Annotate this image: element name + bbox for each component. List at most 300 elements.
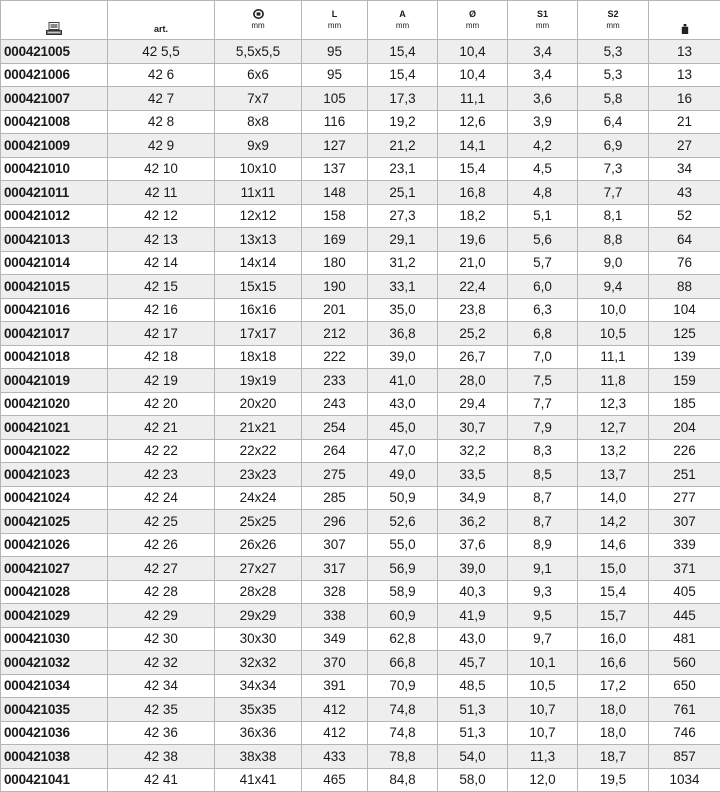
- cell-art: 42 29: [108, 604, 215, 628]
- cell-a: 74,8: [368, 698, 438, 722]
- cell-l: 95: [302, 63, 368, 87]
- cell-size: 5,5x5,5: [215, 40, 302, 64]
- cell-s2: 17,2: [578, 674, 649, 698]
- cell-s1: 5,6: [508, 228, 578, 252]
- cell-s1: 10,1: [508, 651, 578, 675]
- cell-size: 18x18: [215, 345, 302, 369]
- header-d-label: Ø: [469, 9, 476, 19]
- cell-a: 50,9: [368, 486, 438, 510]
- header-art-label: art.: [154, 24, 168, 34]
- cell-a: 43,0: [368, 392, 438, 416]
- cell-art: 42 12: [108, 204, 215, 228]
- cell-art: 42 24: [108, 486, 215, 510]
- cell-d: 10,4: [438, 63, 508, 87]
- cell-size: 12x12: [215, 204, 302, 228]
- cell-size: 24x24: [215, 486, 302, 510]
- cell-d: 48,5: [438, 674, 508, 698]
- header-s1-label: S1: [537, 9, 548, 19]
- cell-a: 58,9: [368, 580, 438, 604]
- cell-weight: 88: [649, 275, 720, 299]
- table-row: [1, 369, 720, 393]
- cell-s1: 10,5: [508, 674, 578, 698]
- cell-s2: 5,8: [578, 87, 649, 111]
- cell-a: 41,0: [368, 369, 438, 393]
- cell-art: 42 25: [108, 510, 215, 534]
- cell-s2: 16,6: [578, 651, 649, 675]
- cell-size: 29x29: [215, 604, 302, 628]
- cell-size: 15x15: [215, 275, 302, 299]
- cell-art: 42 17: [108, 322, 215, 346]
- cell-art: 42 10: [108, 157, 215, 181]
- cell-s1: 7,0: [508, 345, 578, 369]
- header-s2: [578, 1, 649, 40]
- cell-s1: 11,3: [508, 745, 578, 769]
- cell-d: 34,9: [438, 486, 508, 510]
- cell-weight: 251: [649, 463, 720, 487]
- cell-art: 42 38: [108, 745, 215, 769]
- cell-a: 29,1: [368, 228, 438, 252]
- cell-s2: 12,3: [578, 392, 649, 416]
- cell-code: 000421026: [1, 533, 108, 557]
- cell-s1: 12,0: [508, 768, 578, 792]
- header-l-unit: mm: [302, 20, 367, 31]
- cell-l: 148: [302, 181, 368, 205]
- cell-a: 25,1: [368, 181, 438, 205]
- cell-d: 36,2: [438, 510, 508, 534]
- cell-weight: 13: [649, 63, 720, 87]
- cell-s1: 8,5: [508, 463, 578, 487]
- table-row: [1, 251, 720, 275]
- cell-weight: 371: [649, 557, 720, 581]
- cell-a: 35,0: [368, 298, 438, 322]
- cell-code: 000421035: [1, 698, 108, 722]
- cell-weight: 125: [649, 322, 720, 346]
- cell-s2: 9,4: [578, 275, 649, 299]
- cell-art: 42 19: [108, 369, 215, 393]
- cell-s2: 14,2: [578, 510, 649, 534]
- cell-code: 000421032: [1, 651, 108, 675]
- table-row: [1, 134, 720, 158]
- table-body: [1, 40, 720, 792]
- header-s2-label: S2: [607, 9, 618, 19]
- cell-code: 000421013: [1, 228, 108, 252]
- cell-a: 78,8: [368, 745, 438, 769]
- cell-s1: 9,5: [508, 604, 578, 628]
- cell-s1: 3,6: [508, 87, 578, 111]
- cell-d: 45,7: [438, 651, 508, 675]
- cell-size: 11x11: [215, 181, 302, 205]
- cell-weight: 650: [649, 674, 720, 698]
- cell-a: 23,1: [368, 157, 438, 181]
- cell-d: 19,6: [438, 228, 508, 252]
- cell-d: 10,4: [438, 40, 508, 64]
- box-key-icon: [253, 9, 264, 20]
- cell-size: 21x21: [215, 416, 302, 440]
- cell-s2: 7,7: [578, 181, 649, 205]
- cell-d: 25,2: [438, 322, 508, 346]
- table-row: [1, 721, 720, 745]
- cell-art: 42 16: [108, 298, 215, 322]
- cell-a: 49,0: [368, 463, 438, 487]
- cell-art: 42 13: [108, 228, 215, 252]
- cell-d: 29,4: [438, 392, 508, 416]
- cell-code: 000421038: [1, 745, 108, 769]
- cell-d: 21,0: [438, 251, 508, 275]
- cell-s2: 5,3: [578, 40, 649, 64]
- cell-d: 14,1: [438, 134, 508, 158]
- cell-a: 21,2: [368, 134, 438, 158]
- cell-l: 158: [302, 204, 368, 228]
- table-row: [1, 604, 720, 628]
- cell-art: 42 11: [108, 181, 215, 205]
- cell-weight: 13: [649, 40, 720, 64]
- cell-l: 95: [302, 40, 368, 64]
- cell-s1: 8,3: [508, 439, 578, 463]
- cell-a: 74,8: [368, 721, 438, 745]
- computer-icon: [46, 22, 62, 39]
- header-size: [215, 1, 302, 40]
- table-row: [1, 580, 720, 604]
- cell-art: 42 30: [108, 627, 215, 651]
- header-a-unit: mm: [368, 20, 437, 31]
- cell-s1: 3,9: [508, 110, 578, 134]
- cell-weight: 43: [649, 181, 720, 205]
- weight-icon: [681, 24, 689, 39]
- cell-art: 42 7: [108, 87, 215, 111]
- cell-weight: 76: [649, 251, 720, 275]
- cell-l: 433: [302, 745, 368, 769]
- cell-size: 16x16: [215, 298, 302, 322]
- header-s2-unit: mm: [578, 20, 648, 31]
- header-a: [368, 1, 438, 40]
- cell-s2: 16,0: [578, 627, 649, 651]
- cell-s2: 9,0: [578, 251, 649, 275]
- cell-s2: 6,4: [578, 110, 649, 134]
- cell-s1: 7,9: [508, 416, 578, 440]
- cell-l: 137: [302, 157, 368, 181]
- cell-code: 000421021: [1, 416, 108, 440]
- cell-s2: 11,8: [578, 369, 649, 393]
- cell-a: 17,3: [368, 87, 438, 111]
- header-s1-unit: mm: [508, 20, 577, 31]
- cell-art: 42 41: [108, 768, 215, 792]
- cell-code: 000421006: [1, 63, 108, 87]
- cell-art: 42 22: [108, 439, 215, 463]
- cell-code: 000421028: [1, 580, 108, 604]
- cell-art: 42 21: [108, 416, 215, 440]
- cell-art: 42 36: [108, 721, 215, 745]
- cell-a: 62,8: [368, 627, 438, 651]
- cell-size: 10x10: [215, 157, 302, 181]
- cell-size: 14x14: [215, 251, 302, 275]
- cell-weight: 339: [649, 533, 720, 557]
- cell-art: 42 20: [108, 392, 215, 416]
- cell-weight: 34: [649, 157, 720, 181]
- cell-d: 26,7: [438, 345, 508, 369]
- cell-l: 465: [302, 768, 368, 792]
- cell-s2: 18,7: [578, 745, 649, 769]
- cell-code: 000421015: [1, 275, 108, 299]
- header-d-unit: mm: [438, 20, 507, 31]
- table-row: [1, 439, 720, 463]
- cell-s2: 13,7: [578, 463, 649, 487]
- cell-code: 000421018: [1, 345, 108, 369]
- cell-code: 000421020: [1, 392, 108, 416]
- cell-a: 31,2: [368, 251, 438, 275]
- cell-size: 35x35: [215, 698, 302, 722]
- cell-s1: 10,7: [508, 698, 578, 722]
- cell-size: 32x32: [215, 651, 302, 675]
- cell-weight: 21: [649, 110, 720, 134]
- cell-weight: 405: [649, 580, 720, 604]
- cell-a: 60,9: [368, 604, 438, 628]
- table-row: [1, 533, 720, 557]
- cell-weight: 64: [649, 228, 720, 252]
- cell-code: 000421022: [1, 439, 108, 463]
- cell-s1: 3,4: [508, 63, 578, 87]
- cell-weight: 52: [649, 204, 720, 228]
- cell-size: 41x41: [215, 768, 302, 792]
- cell-l: 116: [302, 110, 368, 134]
- table-row: [1, 322, 720, 346]
- cell-size: 19x19: [215, 369, 302, 393]
- cell-art: 42 15: [108, 275, 215, 299]
- cell-a: 70,9: [368, 674, 438, 698]
- cell-l: 243: [302, 392, 368, 416]
- cell-l: 349: [302, 627, 368, 651]
- cell-s2: 14,0: [578, 486, 649, 510]
- cell-weight: 104: [649, 298, 720, 322]
- cell-d: 58,0: [438, 768, 508, 792]
- cell-code: 000421030: [1, 627, 108, 651]
- cell-s2: 18,0: [578, 721, 649, 745]
- cell-d: 32,2: [438, 439, 508, 463]
- cell-s1: 8,7: [508, 510, 578, 534]
- cell-s2: 15,4: [578, 580, 649, 604]
- cell-s2: 11,1: [578, 345, 649, 369]
- cell-d: 12,6: [438, 110, 508, 134]
- cell-a: 56,9: [368, 557, 438, 581]
- cell-art: 42 32: [108, 651, 215, 675]
- cell-code: 000421009: [1, 134, 108, 158]
- header-art: [108, 1, 215, 40]
- cell-d: 28,0: [438, 369, 508, 393]
- cell-s2: 15,0: [578, 557, 649, 581]
- cell-l: 212: [302, 322, 368, 346]
- cell-code: 000421016: [1, 298, 108, 322]
- cell-a: 33,1: [368, 275, 438, 299]
- cell-size: 28x28: [215, 580, 302, 604]
- cell-weight: 204: [649, 416, 720, 440]
- cell-d: 51,3: [438, 721, 508, 745]
- cell-d: 11,1: [438, 87, 508, 111]
- cell-s1: 7,5: [508, 369, 578, 393]
- cell-s1: 6,3: [508, 298, 578, 322]
- cell-l: 275: [302, 463, 368, 487]
- cell-size: 27x27: [215, 557, 302, 581]
- cell-s1: 10,7: [508, 721, 578, 745]
- table-row: [1, 275, 720, 299]
- cell-art: 42 35: [108, 698, 215, 722]
- cell-size: 30x30: [215, 627, 302, 651]
- table-row: [1, 768, 720, 792]
- cell-a: 84,8: [368, 768, 438, 792]
- cell-a: 15,4: [368, 63, 438, 87]
- cell-s2: 10,5: [578, 322, 649, 346]
- table-row: [1, 157, 720, 181]
- cell-weight: 560: [649, 651, 720, 675]
- cell-l: 338: [302, 604, 368, 628]
- cell-s2: 12,7: [578, 416, 649, 440]
- cell-s2: 14,6: [578, 533, 649, 557]
- header-row: [1, 1, 720, 40]
- cell-l: 412: [302, 698, 368, 722]
- cell-l: 285: [302, 486, 368, 510]
- cell-s2: 19,5: [578, 768, 649, 792]
- table-row: [1, 110, 720, 134]
- cell-s1: 9,3: [508, 580, 578, 604]
- cell-art: 42 23: [108, 463, 215, 487]
- cell-art: 42 9: [108, 134, 215, 158]
- cell-s1: 4,2: [508, 134, 578, 158]
- header-a-label: A: [399, 9, 406, 19]
- cell-d: 30,7: [438, 416, 508, 440]
- cell-d: 54,0: [438, 745, 508, 769]
- cell-a: 39,0: [368, 345, 438, 369]
- cell-code: 000421005: [1, 40, 108, 64]
- cell-code: 000421036: [1, 721, 108, 745]
- cell-size: 13x13: [215, 228, 302, 252]
- cell-code: 000421023: [1, 463, 108, 487]
- cell-size: 26x26: [215, 533, 302, 557]
- cell-s2: 6,9: [578, 134, 649, 158]
- cell-code: 000421017: [1, 322, 108, 346]
- cell-art: 42 28: [108, 580, 215, 604]
- cell-size: 23x23: [215, 463, 302, 487]
- cell-code: 000421011: [1, 181, 108, 205]
- cell-d: 33,5: [438, 463, 508, 487]
- header-l: [302, 1, 368, 40]
- table-row: [1, 181, 720, 205]
- table-row: [1, 627, 720, 651]
- cell-s1: 8,9: [508, 533, 578, 557]
- cell-s1: 6,8: [508, 322, 578, 346]
- cell-code: 000421012: [1, 204, 108, 228]
- cell-l: 370: [302, 651, 368, 675]
- table-row: [1, 392, 720, 416]
- cell-code: 000421041: [1, 768, 108, 792]
- cell-art: 42 34: [108, 674, 215, 698]
- cell-s2: 8,8: [578, 228, 649, 252]
- cell-a: 47,0: [368, 439, 438, 463]
- table-row: [1, 698, 720, 722]
- cell-s1: 7,7: [508, 392, 578, 416]
- cell-code: 000421025: [1, 510, 108, 534]
- header-size-unit: mm: [215, 20, 301, 31]
- cell-weight: 139: [649, 345, 720, 369]
- cell-size: 7x7: [215, 87, 302, 111]
- cell-weight: 481: [649, 627, 720, 651]
- cell-a: 66,8: [368, 651, 438, 675]
- table-row: [1, 486, 720, 510]
- cell-size: 34x34: [215, 674, 302, 698]
- cell-code: 000421034: [1, 674, 108, 698]
- table-row: [1, 298, 720, 322]
- table-row: [1, 63, 720, 87]
- table-row: [1, 510, 720, 534]
- cell-l: 412: [302, 721, 368, 745]
- cell-s1: 4,5: [508, 157, 578, 181]
- cell-l: 169: [302, 228, 368, 252]
- cell-size: 22x22: [215, 439, 302, 463]
- cell-d: 43,0: [438, 627, 508, 651]
- cell-l: 296: [302, 510, 368, 534]
- cell-l: 180: [302, 251, 368, 275]
- header-weight: [649, 1, 720, 40]
- cell-s2: 15,7: [578, 604, 649, 628]
- cell-l: 105: [302, 87, 368, 111]
- cell-s1: 4,8: [508, 181, 578, 205]
- cell-d: 15,4: [438, 157, 508, 181]
- cell-a: 27,3: [368, 204, 438, 228]
- cell-size: 25x25: [215, 510, 302, 534]
- cell-weight: 277: [649, 486, 720, 510]
- cell-art: 42 8: [108, 110, 215, 134]
- cell-a: 55,0: [368, 533, 438, 557]
- cell-code: 000421029: [1, 604, 108, 628]
- cell-code: 000421027: [1, 557, 108, 581]
- cell-size: 36x36: [215, 721, 302, 745]
- header-d: [438, 1, 508, 40]
- cell-l: 201: [302, 298, 368, 322]
- cell-l: 328: [302, 580, 368, 604]
- cell-d: 39,0: [438, 557, 508, 581]
- table-row: [1, 40, 720, 64]
- cell-l: 254: [302, 416, 368, 440]
- cell-d: 37,6: [438, 533, 508, 557]
- cell-weight: 445: [649, 604, 720, 628]
- header-l-label: L: [332, 9, 338, 19]
- cell-s2: 18,0: [578, 698, 649, 722]
- cell-l: 190: [302, 275, 368, 299]
- cell-d: 40,3: [438, 580, 508, 604]
- table-row: [1, 228, 720, 252]
- table-row: [1, 557, 720, 581]
- cell-art: 42 26: [108, 533, 215, 557]
- cell-s2: 5,3: [578, 63, 649, 87]
- cell-d: 22,4: [438, 275, 508, 299]
- cell-a: 15,4: [368, 40, 438, 64]
- cell-size: 8x8: [215, 110, 302, 134]
- cell-s1: 9,1: [508, 557, 578, 581]
- cell-art: 42 14: [108, 251, 215, 275]
- table-row: [1, 674, 720, 698]
- cell-a: 52,6: [368, 510, 438, 534]
- cell-weight: 761: [649, 698, 720, 722]
- cell-code: 000421007: [1, 87, 108, 111]
- table-row: [1, 651, 720, 675]
- cell-weight: 226: [649, 439, 720, 463]
- cell-s2: 10,0: [578, 298, 649, 322]
- cell-l: 307: [302, 533, 368, 557]
- cell-weight: 1034: [649, 768, 720, 792]
- table-row: [1, 463, 720, 487]
- cell-code: 000421008: [1, 110, 108, 134]
- cell-l: 233: [302, 369, 368, 393]
- cell-d: 23,8: [438, 298, 508, 322]
- cell-code: 000421010: [1, 157, 108, 181]
- cell-a: 45,0: [368, 416, 438, 440]
